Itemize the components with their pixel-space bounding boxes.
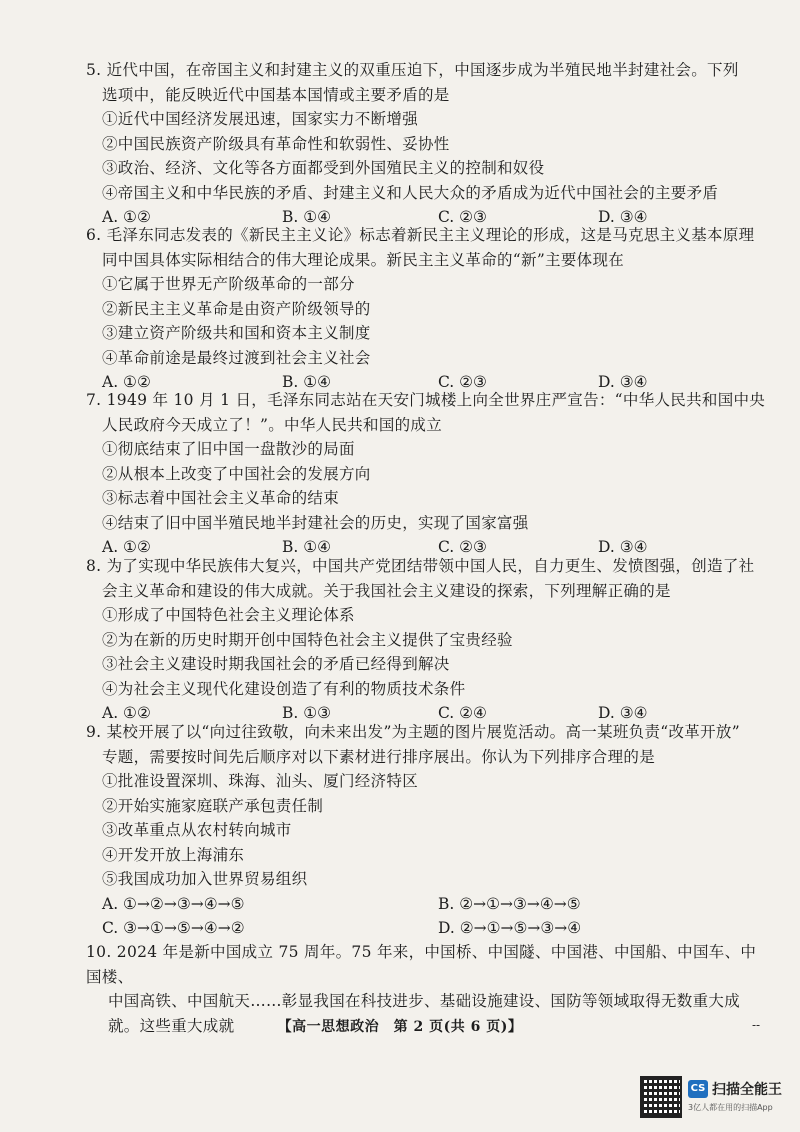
choice-d[interactable]: D. ③④: [598, 208, 648, 226]
question-stem-line: 5. 近代中国，在帝国主义和封建主义的双重压迫下，中国逐步成为半殖民地半封建社会。下列: [86, 61, 739, 79]
choice-b[interactable]: B. ①④: [282, 208, 332, 226]
question-stem-line: 7. 1949 年 10 月 1 日，毛泽东同志站在天安门城楼上向全世界庄严宣告：“中华人民共和国中央: [86, 391, 766, 409]
question-stem-line: 中国高铁、中国航天……彰显我国在科技进步、基础设施建设、国防等领域取得无数重大成: [108, 992, 741, 1010]
option-item: ②中国民族资产阶级具有革命性和软弱性、妥协性: [102, 134, 450, 153]
option-item: ②为在新的历史时期开创中国特色社会主义提供了宝贵经验: [102, 630, 513, 649]
choice-c[interactable]: C. ②③: [438, 538, 487, 556]
choice-a[interactable]: A. ①②: [102, 538, 151, 556]
choice-b[interactable]: B. ①④: [282, 538, 332, 556]
watermark-slogan: 3亿人都在用的扫描App: [688, 1103, 773, 1112]
camscanner-logo: CS: [688, 1080, 708, 1098]
choice-c[interactable]: C. ②③: [438, 373, 487, 391]
option-item: ③社会主义建设时期我国社会的矛盾已经得到解决: [102, 655, 450, 673]
option-item: ③建立资产阶级共和国和资本主义制度: [102, 324, 371, 342]
question-7: [86, 388, 766, 560]
qr-code-icon: [640, 1076, 682, 1118]
question-stem-line: 9. 某校开展了以“向过往致敬，向未来出发”为主题的图片展览活动。高一某班负责“改革开放”: [86, 723, 740, 741]
option-item: ①形成了中国特色社会主义理论体系: [102, 606, 355, 624]
choice-b[interactable]: B. ①④: [282, 373, 332, 391]
question-stem-line: 6. 毛泽东同志发表的《新民主主义论》标志着新民主主义理论的形成，这是马克思主义基本原理: [86, 226, 755, 244]
question-stem-line: 8. 为了实现中华民族伟大复兴，中国共产党团结带领中国人民，自力更生、发愤图强，创造了社: [86, 557, 755, 575]
choice-a[interactable]: A. ①②: [102, 704, 151, 722]
choice-c[interactable]: C. ②④: [438, 704, 487, 722]
option-item: ①彻底结束了旧中国一盘散沙的局面: [102, 440, 355, 458]
choice-b[interactable]: B. ②→①→③→④→⑤: [438, 894, 581, 913]
option-item: ④为社会主义现代化建设创造了有利的物质技术条件: [102, 679, 466, 698]
footer-dash: --: [752, 1018, 761, 1032]
question-stem-line: 10. 2024 年是新中国成立 75 周年。75 年来，中国桥、中国隧、中国港、中国船、中国车、中国楼、: [86, 943, 757, 986]
question-stem-line: 就。这些重大成就: [108, 1016, 235, 1035]
question-stem-line: 同中国具体实际相结合的伟大理论成果。新民主主义革命的“新”主要体现在: [102, 250, 625, 269]
option-item: ①批准设置深圳、珠海、汕头、厦门经济特区: [102, 772, 419, 790]
question-stem-line: 人民政府今天成立了！”。中华人民共和国的成立: [102, 415, 443, 434]
choice-d[interactable]: D. ③④: [598, 538, 648, 556]
answer-choices-row: [86, 892, 766, 917]
choice-b[interactable]: B. ①③: [282, 704, 332, 722]
option-item: ③政治、经济、文化等各方面都受到外国殖民主义的控制和奴役: [102, 159, 545, 177]
option-item: ⑤我国成功加入世界贸易组织: [102, 870, 308, 888]
question-stem-line: 选项中，能反映近代中国基本国情或主要矛盾的是: [102, 85, 450, 104]
watermark-brand: 扫描全能王: [712, 1082, 782, 1098]
option-item: ①近代中国经济发展迅速，国家实力不断增强: [102, 110, 419, 128]
option-item: ④帝国主义和中华民族的矛盾、封建主义和人民大众的矛盾成为近代中国社会的主要矛盾: [102, 183, 719, 202]
option-item: ④结束了旧中国半殖民地半封建社会的历史，实现了国家富强: [102, 513, 529, 532]
choice-c[interactable]: C. ③→①→⑤→④→②: [102, 919, 245, 937]
option-item: ④开发开放上海浦东: [102, 845, 245, 864]
choice-d[interactable]: D. ③④: [598, 704, 648, 722]
choice-a[interactable]: A. ①②: [102, 208, 151, 226]
choice-c[interactable]: C. ②③: [438, 208, 487, 226]
option-item: ③改革重点从农村转向城市: [102, 821, 292, 839]
option-item: ②开始实施家庭联产承包责任制: [102, 796, 324, 815]
question-stem-line: 会主义革命和建设的伟大成就。关于我国社会主义建设的探索，下列理解正确的是: [102, 581, 671, 600]
answer-choices-row: [86, 916, 766, 941]
question-8: [86, 554, 766, 726]
choice-a[interactable]: A. ①②: [102, 373, 151, 391]
question-9: [86, 720, 766, 941]
option-item: ③标志着中国社会主义革命的结束: [102, 489, 340, 507]
choice-d[interactable]: D. ③④: [598, 373, 648, 391]
question-5: [86, 58, 766, 230]
page-footer: 【高一思想政治 第 2 页(共 6 页)】: [277, 1019, 523, 1035]
choice-d[interactable]: D. ②→①→⑤→③→④: [438, 919, 582, 937]
option-item: ②新民主主义革命是由资产阶级领导的: [102, 299, 371, 318]
choice-a[interactable]: A. ①→②→③→④→⑤: [102, 894, 245, 913]
question-6: [86, 223, 766, 395]
question-stem-line: 专题，需要按时间先后顺序对以下素材进行排序展出。你认为下列排序合理的是: [102, 747, 656, 766]
scanner-watermark: [640, 1076, 790, 1120]
option-item: ④革命前途是最终过渡到社会主义社会: [102, 348, 371, 367]
option-item: ②从根本上改变了中国社会的发展方向: [102, 464, 371, 483]
option-item: ①它属于世界无产阶级革命的一部分: [102, 275, 355, 293]
